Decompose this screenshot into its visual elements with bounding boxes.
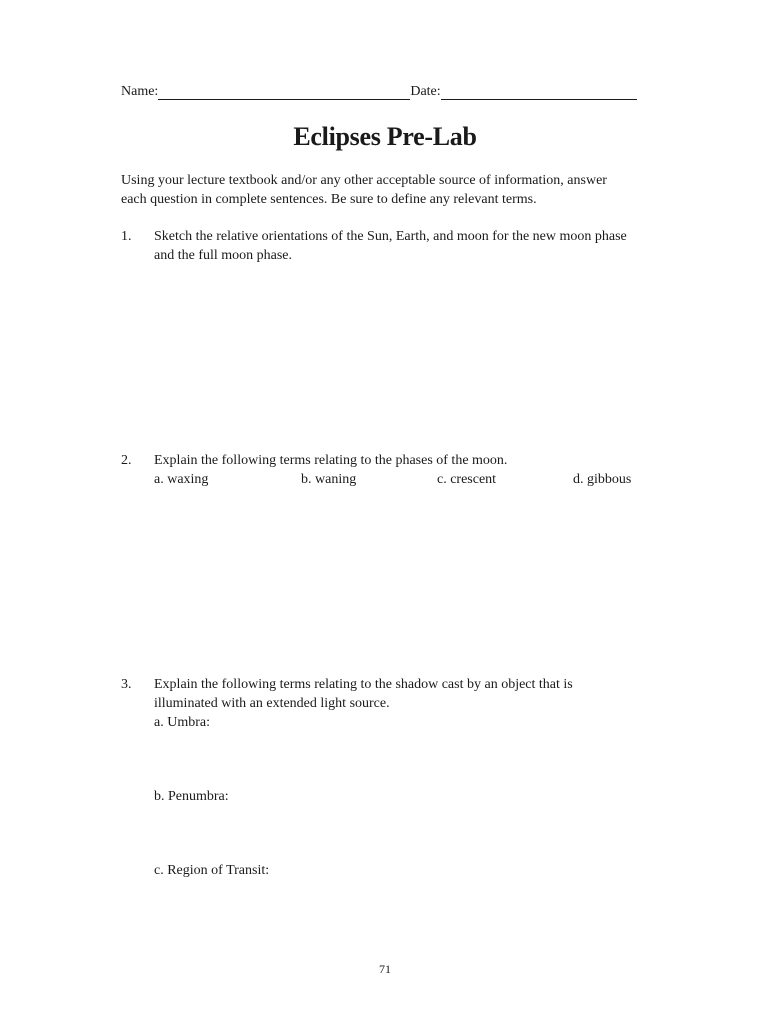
date-field-line[interactable] bbox=[441, 84, 637, 100]
name-label: Name: bbox=[121, 84, 159, 99]
question-1-line-2: and the full moon phase. bbox=[154, 248, 293, 263]
question-1-number: 1. bbox=[121, 229, 132, 244]
question-2-options bbox=[154, 470, 654, 489]
question-2-line-1: Explain the following terms relating to the phases of the moon. bbox=[154, 453, 508, 468]
question-1-line-1: Sketch the relative orientations of the Sun, Earth, and moon for the new moon phase bbox=[154, 229, 627, 244]
intro-line-1: Using your lecture textbook and/or any other acceptable source of information, answer bbox=[121, 173, 607, 188]
intro-line-2: each question in complete sentences. Be sure to define any relevant terms. bbox=[121, 192, 537, 207]
option-waxing: a. waxing bbox=[154, 472, 209, 487]
page-number: 71 bbox=[379, 962, 391, 976]
question-2-number: 2. bbox=[121, 453, 132, 468]
question-3-number: 3. bbox=[121, 677, 132, 692]
part-penumbra: b. Penumbra: bbox=[154, 789, 229, 804]
question-3-line-1: Explain the following terms relating to the shadow cast by an object that is bbox=[154, 677, 573, 692]
page-title: Eclipses Pre-Lab bbox=[293, 122, 477, 151]
option-gibbous: d. gibbous bbox=[573, 472, 632, 487]
date-label: Date: bbox=[410, 84, 441, 99]
name-field-line[interactable] bbox=[158, 84, 410, 100]
option-waning: b. waning bbox=[301, 472, 357, 487]
part-region-of-transit: c. Region of Transit: bbox=[154, 863, 270, 878]
option-crescent: c. crescent bbox=[437, 472, 497, 487]
header-fields bbox=[121, 84, 637, 100]
part-umbra: a. Umbra: bbox=[154, 715, 210, 730]
question-3-line-2: illuminated with an extended light source. bbox=[154, 696, 390, 711]
